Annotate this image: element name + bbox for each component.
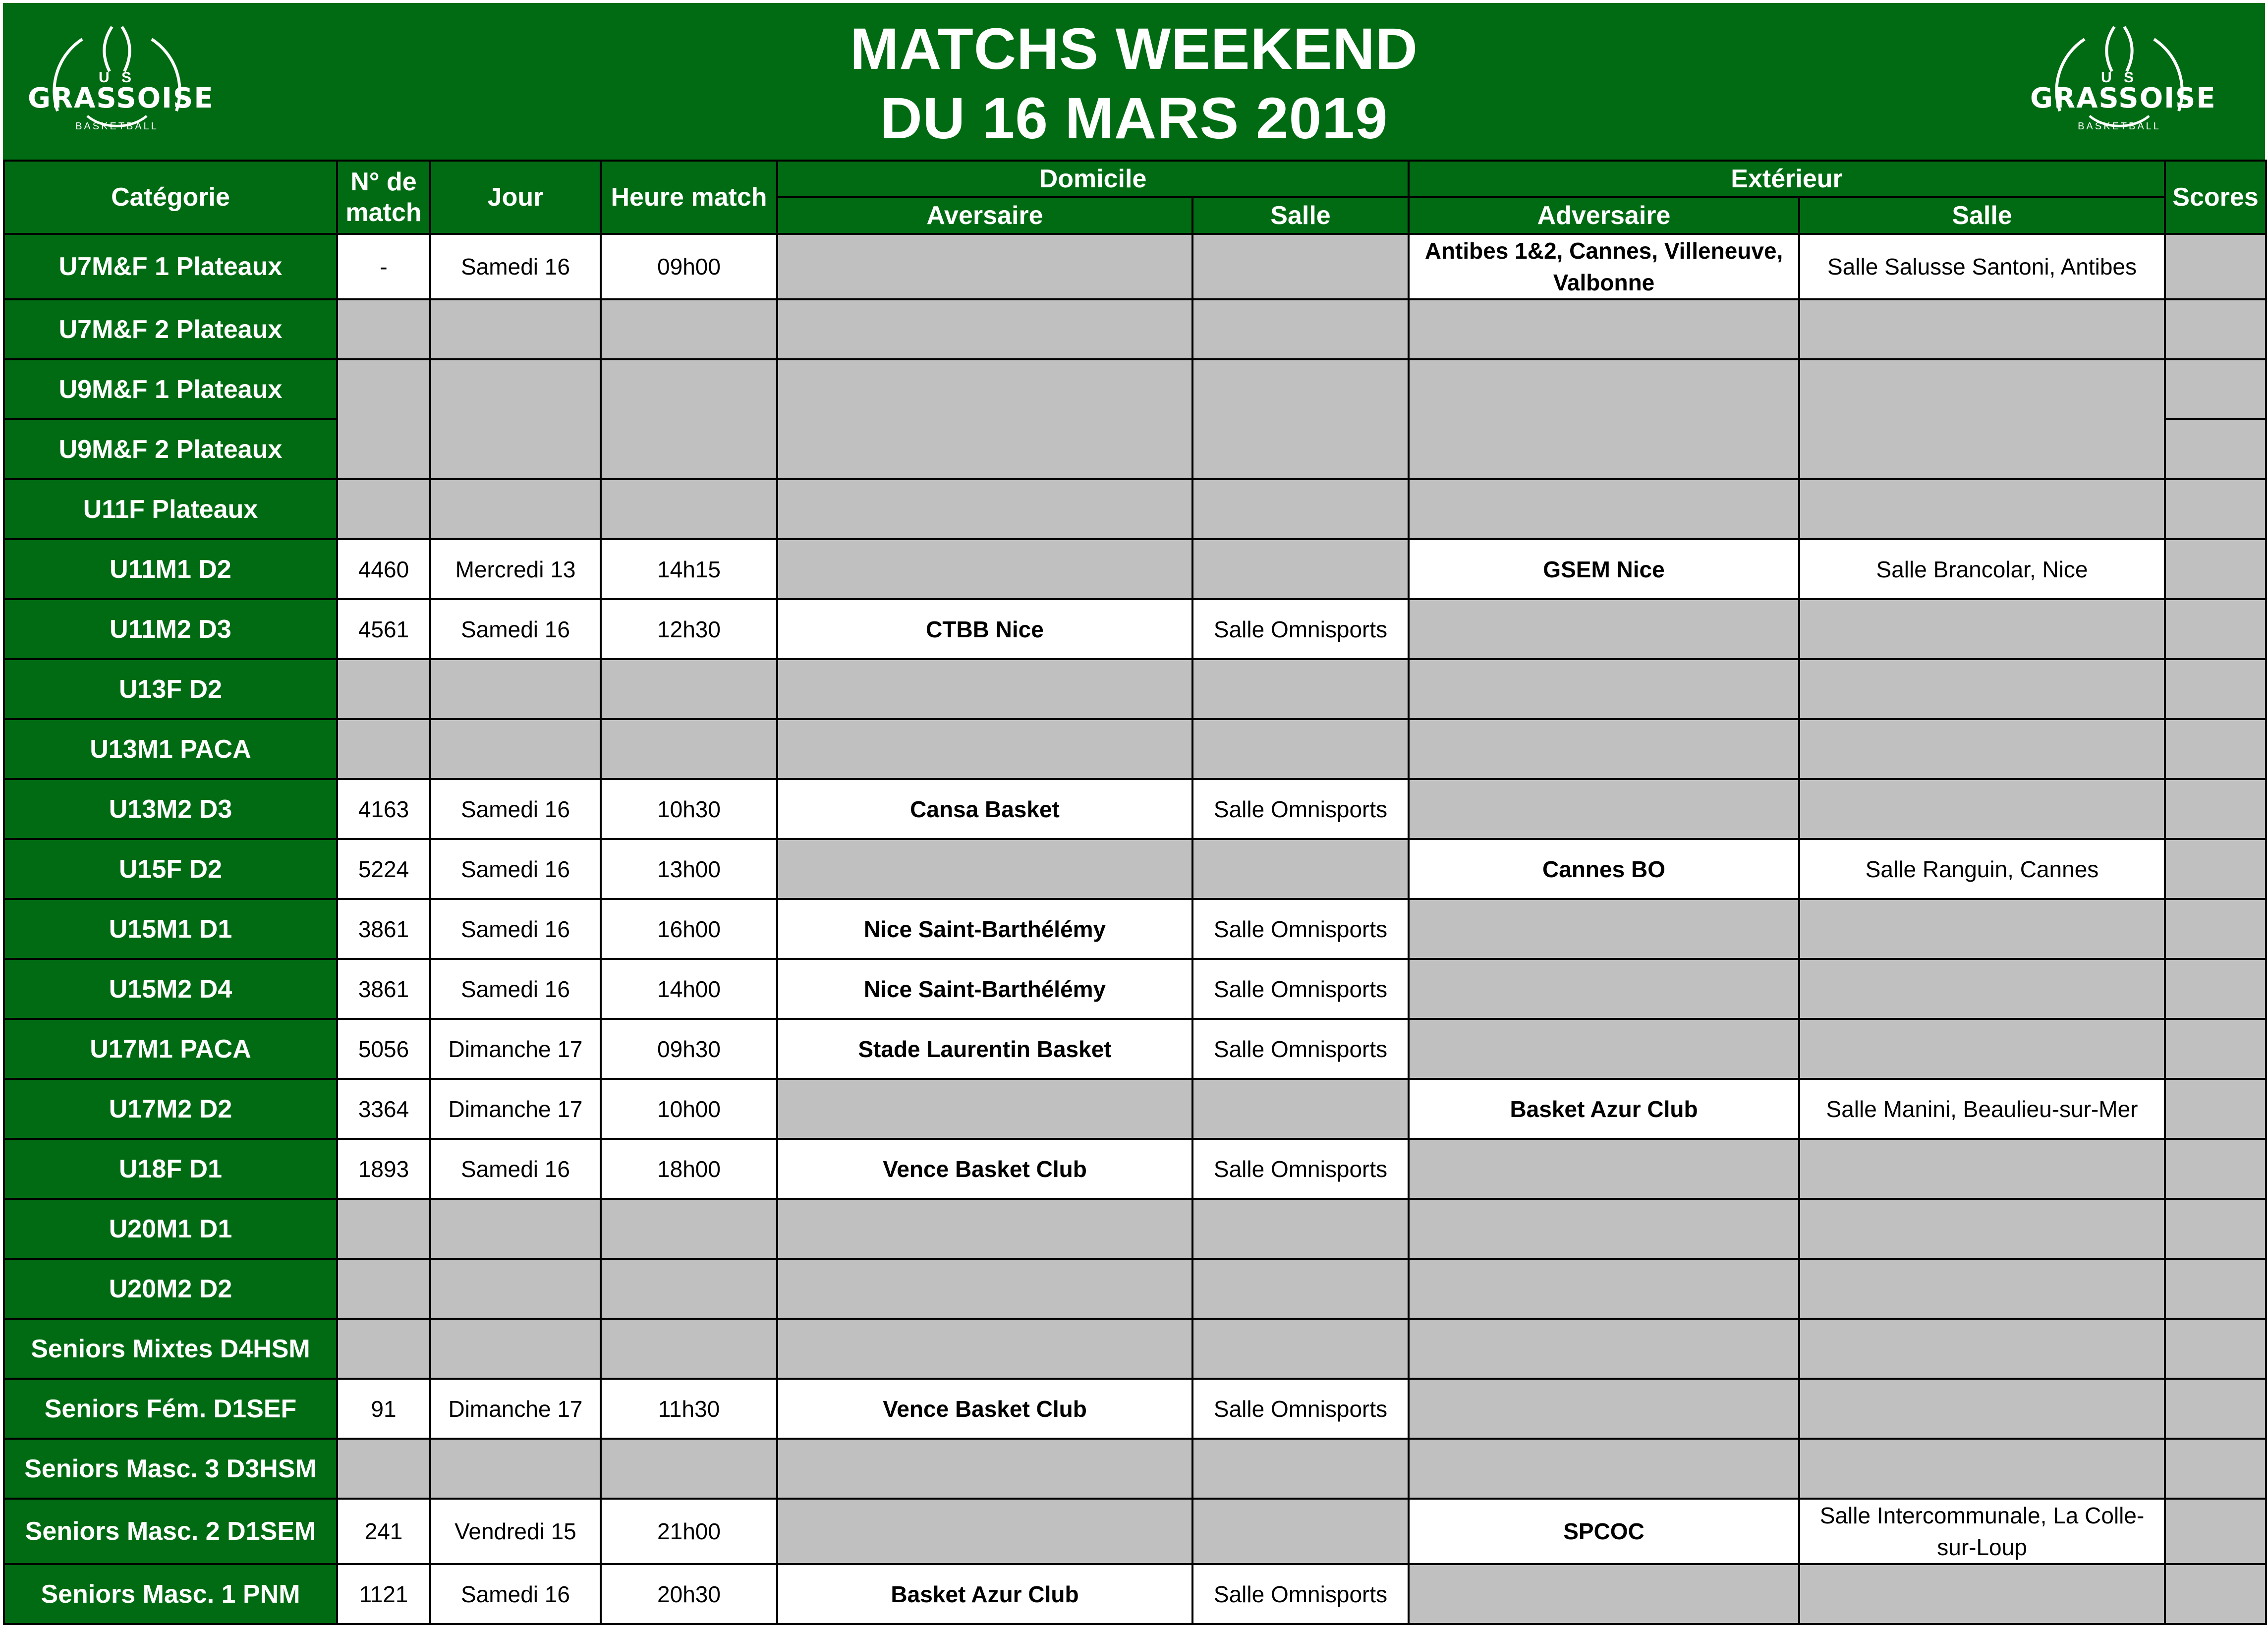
home-opponent-cell — [777, 539, 1192, 599]
day-cell: Vendredi 15 — [430, 1499, 601, 1564]
away-opponent-cell — [1409, 779, 1799, 839]
category-cell: U13F D2 — [4, 659, 337, 719]
table-row — [4, 359, 2266, 419]
away-venue-cell — [1799, 299, 2165, 359]
match-number-cell: 1893 — [337, 1139, 430, 1199]
day-cell: Samedi 16 — [430, 899, 601, 959]
home-opponent-cell: CTBB Nice — [777, 599, 1192, 659]
table-row — [4, 839, 2266, 899]
match-number-cell — [337, 479, 430, 539]
match-number-cell: 4561 — [337, 599, 430, 659]
away-venue-cell — [1799, 899, 2165, 959]
category-cell: U18F D1 — [4, 1139, 337, 1199]
table-row — [4, 1319, 2266, 1379]
page-subtitle-date: DU 16 MARS 2019 — [880, 86, 1388, 151]
away-opponent-cell — [1409, 1319, 1799, 1379]
away-venue-cell — [1799, 659, 2165, 719]
away-venue-cell — [1799, 1564, 2165, 1624]
time-cell: 21h00 — [601, 1499, 777, 1564]
match-number-cell — [337, 1199, 430, 1259]
table-row — [4, 599, 2266, 659]
match-number-cell: 3861 — [337, 899, 430, 959]
day-cell — [430, 1439, 601, 1499]
day-cell — [430, 359, 601, 479]
score-cell — [2165, 1199, 2266, 1259]
home-opponent-cell — [777, 719, 1192, 779]
logo-us-text: U S — [2100, 69, 2138, 86]
category-cell: U15M1 D1 — [4, 899, 337, 959]
table-row — [4, 234, 2266, 299]
away-venue-cell — [1799, 959, 2165, 1019]
match-number-cell — [337, 1319, 430, 1379]
score-cell — [2165, 599, 2266, 659]
time-cell — [601, 1439, 777, 1499]
home-venue-cell — [1192, 299, 1409, 359]
day-cell — [430, 719, 601, 779]
home-opponent-cell — [777, 1499, 1192, 1564]
away-opponent-cell — [1409, 959, 1799, 1019]
time-cell — [601, 1319, 777, 1379]
home-venue-cell — [1192, 1499, 1409, 1564]
away-opponent-cell: Antibes 1&2, Cannes, Villeneuve, Valbonne — [1409, 234, 1799, 299]
score-cell — [2165, 479, 2266, 539]
match-number-cell: 4460 — [337, 539, 430, 599]
home-opponent-cell — [777, 1259, 1192, 1319]
time-cell — [601, 659, 777, 719]
away-venue-cell — [1799, 1139, 2165, 1199]
score-cell — [2165, 539, 2266, 599]
table-row — [4, 779, 2266, 839]
day-cell: Samedi 16 — [430, 1139, 601, 1199]
header-exterieur-adversaire: Adversaire — [1409, 197, 1799, 234]
score-cell — [2165, 899, 2266, 959]
time-cell: 14h15 — [601, 539, 777, 599]
category-cell: U7M&F 2 Plateaux — [4, 299, 337, 359]
home-opponent-cell — [777, 1319, 1192, 1379]
table-row — [4, 1379, 2266, 1439]
category-cell: Seniors Fém. D1SEF — [4, 1379, 337, 1439]
home-venue-cell — [1192, 1199, 1409, 1259]
away-opponent-cell — [1409, 1199, 1799, 1259]
header-heure-match: Heure match — [601, 161, 777, 234]
category-cell: U11M2 D3 — [4, 599, 337, 659]
home-opponent-cell: Stade Laurentin Basket — [777, 1019, 1192, 1079]
match-number-cell: 91 — [337, 1379, 430, 1439]
home-opponent-cell — [777, 1439, 1192, 1499]
category-cell: U13M1 PACA — [4, 719, 337, 779]
logo-club-name: GRASSOISE — [2030, 82, 2216, 114]
day-cell: Samedi 16 — [430, 234, 601, 299]
category-cell: U20M2 D2 — [4, 1259, 337, 1319]
time-cell: 13h00 — [601, 839, 777, 899]
category-cell: U11F Plateaux — [4, 479, 337, 539]
category-cell: Seniors Masc. 3 D3HSM — [4, 1439, 337, 1499]
home-opponent-cell — [777, 299, 1192, 359]
home-venue-cell: Salle Omnisports — [1192, 959, 1409, 1019]
score-cell — [2165, 419, 2266, 479]
category-cell: U17M2 D2 — [4, 1079, 337, 1139]
time-cell: 11h30 — [601, 1379, 777, 1439]
home-opponent-cell: Vence Basket Club — [777, 1139, 1192, 1199]
away-opponent-cell — [1409, 1439, 1799, 1499]
away-venue-cell: Salle Ranguin, Cannes — [1799, 839, 2165, 899]
home-opponent-cell: Basket Azur Club — [777, 1564, 1192, 1624]
day-cell — [430, 479, 601, 539]
day-cell: Samedi 16 — [430, 1564, 601, 1624]
away-venue-cell — [1799, 1199, 2165, 1259]
away-opponent-cell — [1409, 899, 1799, 959]
score-cell — [2165, 1319, 2266, 1379]
home-venue-cell: Salle Omnisports — [1192, 899, 1409, 959]
away-opponent-cell — [1409, 719, 1799, 779]
score-cell — [2165, 1139, 2266, 1199]
header-domicile: Domicile — [777, 161, 1409, 197]
away-venue-cell — [1799, 779, 2165, 839]
day-cell: Dimanche 17 — [430, 1079, 601, 1139]
home-opponent-cell: Cansa Basket — [777, 779, 1192, 839]
away-venue-cell — [1799, 359, 2165, 479]
away-opponent-cell: SPCOC — [1409, 1499, 1799, 1564]
header-exterieur: Extérieur — [1409, 161, 2165, 197]
away-opponent-cell: Cannes BO — [1409, 839, 1799, 899]
table-row — [4, 1439, 2266, 1499]
home-venue-cell: Salle Omnisports — [1192, 1139, 1409, 1199]
home-venue-cell: Salle Omnisports — [1192, 1564, 1409, 1624]
time-cell: 20h30 — [601, 1564, 777, 1624]
category-cell: Seniors Mixtes D4HSM — [4, 1319, 337, 1379]
home-venue-cell — [1192, 659, 1409, 719]
header-jour: Jour — [430, 161, 601, 234]
table-row — [4, 1499, 2266, 1564]
time-cell — [601, 719, 777, 779]
club-logo-right — [2030, 22, 2216, 141]
score-cell — [2165, 359, 2266, 419]
table-row — [4, 299, 2266, 359]
score-cell — [2165, 1564, 2266, 1624]
table-row — [4, 1139, 2266, 1199]
away-opponent-cell — [1409, 1379, 1799, 1439]
score-cell — [2165, 659, 2266, 719]
time-cell: 18h00 — [601, 1139, 777, 1199]
home-venue-cell — [1192, 719, 1409, 779]
away-opponent-cell — [1409, 659, 1799, 719]
home-opponent-cell: Nice Saint-Barthélémy — [777, 959, 1192, 1019]
match-number-cell: 5056 — [337, 1019, 430, 1079]
time-cell — [601, 359, 777, 479]
away-venue-cell — [1799, 1379, 2165, 1439]
logo-sport-text: BASKETBALL — [75, 121, 159, 132]
day-cell — [430, 659, 601, 719]
score-cell — [2165, 1019, 2266, 1079]
time-cell — [601, 1199, 777, 1259]
table-row — [4, 539, 2266, 599]
away-venue-cell: Salle Salusse Santoni, Antibes — [1799, 234, 2165, 299]
away-opponent-cell — [1409, 1019, 1799, 1079]
table-row — [4, 1079, 2266, 1139]
time-cell: 14h00 — [601, 959, 777, 1019]
home-venue-cell — [1192, 1319, 1409, 1379]
category-cell: U15M2 D4 — [4, 959, 337, 1019]
time-cell: 16h00 — [601, 899, 777, 959]
match-number-cell: - — [337, 234, 430, 299]
category-cell: U11M1 D2 — [4, 539, 337, 599]
home-venue-cell: Salle Omnisports — [1192, 779, 1409, 839]
header-exterieur-salle: Salle — [1799, 197, 2165, 234]
away-opponent-cell — [1409, 299, 1799, 359]
away-opponent-cell — [1409, 599, 1799, 659]
score-cell — [2165, 1259, 2266, 1319]
score-cell — [2165, 959, 2266, 1019]
day-cell: Mercredi 13 — [430, 539, 601, 599]
score-cell — [2165, 839, 2266, 899]
matches-table — [3, 160, 2267, 1625]
away-opponent-cell — [1409, 359, 1799, 479]
score-cell — [2165, 1079, 2266, 1139]
day-cell: Samedi 16 — [430, 599, 601, 659]
home-opponent-cell: Nice Saint-Barthélémy — [777, 899, 1192, 959]
time-cell: 10h30 — [601, 779, 777, 839]
away-opponent-cell — [1409, 479, 1799, 539]
home-opponent-cell — [777, 1199, 1192, 1259]
away-opponent-cell — [1409, 1564, 1799, 1624]
away-opponent-cell: Basket Azur Club — [1409, 1079, 1799, 1139]
table-row — [4, 1019, 2266, 1079]
category-cell: U7M&F 1 Plateaux — [4, 234, 337, 299]
category-cell: U13M2 D3 — [4, 779, 337, 839]
home-opponent-cell — [777, 479, 1192, 539]
table-row — [4, 959, 2266, 1019]
match-number-cell — [337, 659, 430, 719]
match-number-cell — [337, 719, 430, 779]
away-opponent-cell — [1409, 1259, 1799, 1319]
category-cell: Seniors Masc. 2 D1SEM — [4, 1499, 337, 1564]
time-cell — [601, 299, 777, 359]
match-number-cell: 5224 — [337, 839, 430, 899]
day-cell: Samedi 16 — [430, 779, 601, 839]
home-opponent-cell — [777, 839, 1192, 899]
home-venue-cell — [1192, 539, 1409, 599]
match-number-cell: 3861 — [337, 959, 430, 1019]
logo-us-text: U S — [98, 69, 135, 86]
header-domicile-adversaire: Aversaire — [777, 197, 1192, 234]
category-cell: Seniors Masc. 1 PNM — [4, 1564, 337, 1624]
header-categorie: Catégorie — [4, 161, 337, 234]
table-row — [4, 1259, 2266, 1319]
table-row — [4, 899, 2266, 959]
home-venue-cell — [1192, 1259, 1409, 1319]
day-cell — [430, 299, 601, 359]
day-cell — [430, 1199, 601, 1259]
day-cell — [430, 1319, 601, 1379]
away-venue-cell: Salle Intercommunale, La Colle-sur-Loup — [1799, 1499, 2165, 1564]
home-opponent-cell — [777, 659, 1192, 719]
time-cell: 09h30 — [601, 1019, 777, 1079]
away-venue-cell — [1799, 479, 2165, 539]
score-cell — [2165, 234, 2266, 299]
match-number-cell: 241 — [337, 1499, 430, 1564]
home-opponent-cell — [777, 1079, 1192, 1139]
day-cell: Samedi 16 — [430, 839, 601, 899]
away-venue-cell: Salle Brancolar, Nice — [1799, 539, 2165, 599]
category-cell: U15F D2 — [4, 839, 337, 899]
header-domicile-salle: Salle — [1192, 197, 1409, 234]
logo-sport-text: BASKETBALL — [2078, 121, 2161, 132]
day-cell — [430, 1259, 601, 1319]
category-cell: U17M1 PACA — [4, 1019, 337, 1079]
away-venue-cell — [1799, 1439, 2165, 1499]
header-numero-match: N° de match — [337, 161, 430, 234]
score-cell — [2165, 1439, 2266, 1499]
away-venue-cell — [1799, 1259, 2165, 1319]
away-venue-cell: Salle Manini, Beaulieu-sur-Mer — [1799, 1079, 2165, 1139]
home-venue-cell — [1192, 359, 1409, 479]
time-cell: 12h30 — [601, 599, 777, 659]
day-cell: Dimanche 17 — [430, 1379, 601, 1439]
home-venue-cell — [1192, 234, 1409, 299]
home-opponent-cell — [777, 234, 1192, 299]
page-title: MATCHS WEEKEND — [850, 16, 1418, 82]
home-venue-cell — [1192, 1079, 1409, 1139]
match-number-cell — [337, 1439, 430, 1499]
score-cell — [2165, 299, 2266, 359]
day-cell: Dimanche 17 — [430, 1019, 601, 1079]
matches-table-body — [4, 234, 2266, 1624]
table-row — [4, 1564, 2266, 1624]
time-cell: 09h00 — [601, 234, 777, 299]
home-venue-cell: Salle Omnisports — [1192, 1379, 1409, 1439]
match-number-cell: 1121 — [337, 1564, 430, 1624]
away-venue-cell — [1799, 1319, 2165, 1379]
time-cell: 10h00 — [601, 1079, 777, 1139]
home-opponent-cell: Vence Basket Club — [777, 1379, 1192, 1439]
category-cell: U20M1 D1 — [4, 1199, 337, 1259]
category-cell: U9M&F 2 Plateaux — [4, 419, 337, 479]
home-venue-cell: Salle Omnisports — [1192, 599, 1409, 659]
header-banner — [3, 3, 2265, 160]
match-number-cell — [337, 299, 430, 359]
score-cell — [2165, 1499, 2266, 1564]
time-cell — [601, 479, 777, 539]
match-number-cell — [337, 1259, 430, 1319]
away-venue-cell — [1799, 1019, 2165, 1079]
time-cell — [601, 1259, 777, 1319]
day-cell: Samedi 16 — [430, 959, 601, 1019]
away-opponent-cell — [1409, 1139, 1799, 1199]
match-number-cell: 3364 — [337, 1079, 430, 1139]
table-row — [4, 479, 2266, 539]
home-venue-cell: Salle Omnisports — [1192, 1019, 1409, 1079]
score-cell — [2165, 1379, 2266, 1439]
home-venue-cell — [1192, 479, 1409, 539]
away-venue-cell — [1799, 599, 2165, 659]
logo-club-name: GRASSOISE — [28, 82, 214, 114]
table-row — [4, 1199, 2266, 1259]
away-opponent-cell: GSEM Nice — [1409, 539, 1799, 599]
home-venue-cell — [1192, 1439, 1409, 1499]
table-row — [4, 659, 2266, 719]
score-cell — [2165, 779, 2266, 839]
match-number-cell — [337, 359, 430, 479]
header-scores: Scores — [2165, 161, 2266, 234]
score-cell — [2165, 719, 2266, 779]
category-cell: U9M&F 1 Plateaux — [4, 359, 337, 419]
away-venue-cell — [1799, 719, 2165, 779]
table-row — [4, 719, 2266, 779]
home-venue-cell — [1192, 839, 1409, 899]
match-number-cell: 4163 — [337, 779, 430, 839]
home-opponent-cell — [777, 359, 1192, 479]
